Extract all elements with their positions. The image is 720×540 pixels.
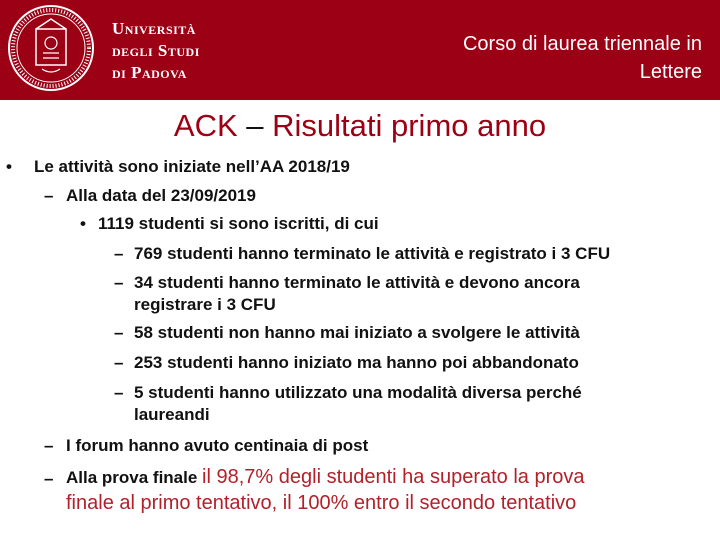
list-item-l4b-cont: registrare i 3 CFU [134,295,276,314]
dash-marker: – [44,436,54,455]
list-item-l4d: 253 studenti hanno iniziato ma hanno poi abbandonato [134,353,579,372]
list-item-l1: Le attività sono iniziate nell’AA 2018/19 [34,157,350,176]
list-item-l6 [66,466,585,489]
list-item-l6-highlight: il 98,7% degli studenti ha superato la prova [202,466,585,488]
list-item-l4b: 34 studenti hanno terminato le attività e devono ancora [134,273,580,292]
title-rest: Risultati primo anno [272,108,547,143]
dash-marker: – [114,353,124,372]
university-name-line: Università [112,19,196,38]
dash-marker: – [44,186,54,205]
list-item-l4a: 769 studenti hanno terminato le attività e registrato i 3 CFU [134,244,611,263]
slide-title [0,106,720,146]
slide-header [0,0,720,100]
dash-marker: – [114,383,124,402]
course-name-line2: Lettere [639,61,702,83]
title-dash: – [237,108,273,143]
list-item-l6-highlight-cont: finale al primo tentativo, il 100% entro il secondo tentativo [66,492,577,514]
list-item-l4c: 58 studenti non hanno mai iniziato a svolgere le attività [134,323,580,342]
university-seal-icon [6,3,96,93]
university-name-line: degli Studi [112,41,200,60]
dash-marker: – [44,469,54,488]
university-name [112,18,200,84]
list-item-l5: I forum hanno avuto centinaia di post [66,436,369,455]
dash-marker: – [114,244,124,263]
course-name [382,30,702,86]
list-item-l2: Alla data del 23/09/2019 [66,186,256,205]
list-item-l6-prefix: Alla prova finale [66,468,203,487]
course-name-line1: Corso di laurea triennale in [462,33,702,55]
dash-marker: – [114,273,124,292]
title-initial: ACK [173,108,238,143]
list-item-l4e: 5 studenti hanno utilizzato una modalità diversa perché [134,383,582,402]
bullet-marker: • [6,157,12,176]
bullet-marker: • [80,214,86,233]
university-name-line: di Padova [112,63,187,82]
list-item-l4e-cont: laureandi [134,405,210,424]
list-item-l3: 1119 studenti si sono iscritti, di cui [98,214,379,233]
dash-marker: – [114,323,124,342]
